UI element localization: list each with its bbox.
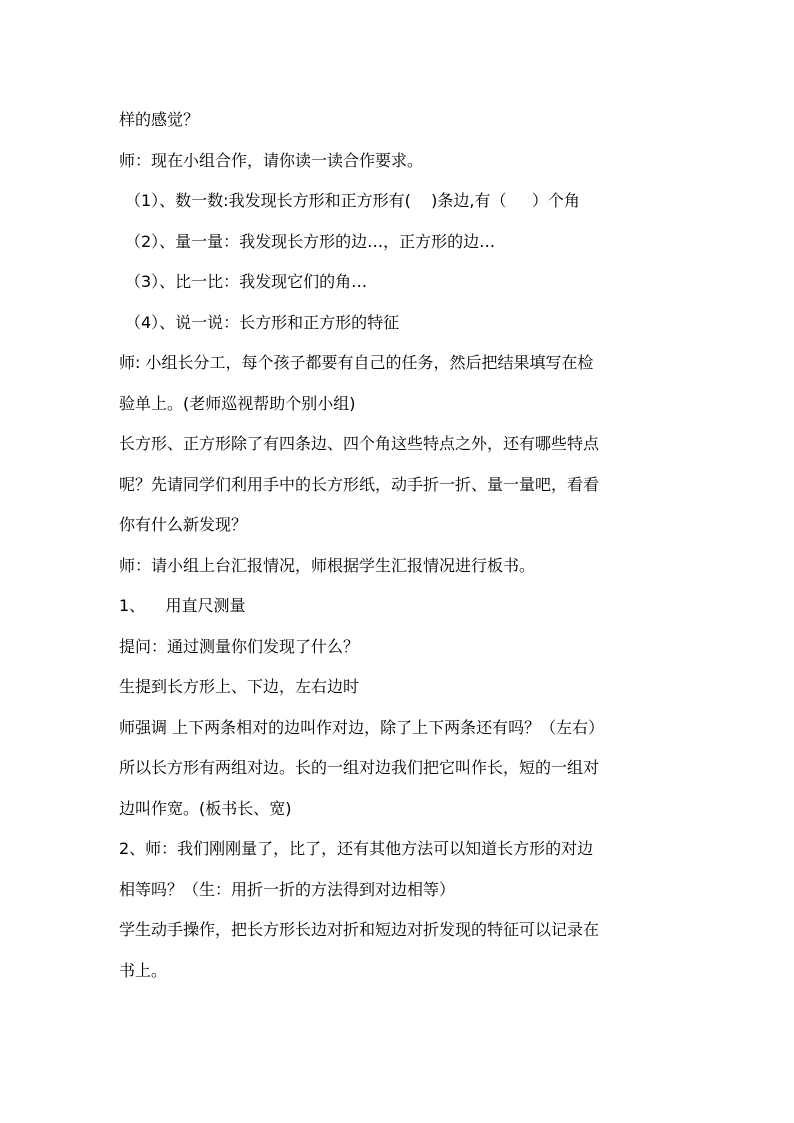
paragraph-line: 2、师：我们刚刚量了，比了，还有其他方法可以知道长方形的对边 [119, 839, 594, 858]
paragraph-line: 边叫作宽。(板书长、宽) [119, 798, 292, 818]
document-body [119, 100, 679, 991]
paragraph-line: 师强调 上下两条相对的边叫作对边，除了上下两条还有吗？（左右） [119, 717, 605, 737]
paragraph-line: 相等吗？（生：用折一折的方法得到对边相等） [119, 879, 456, 899]
paragraph-line: 样的感觉？ [119, 110, 200, 129]
paragraph-line: 提问：通过测量你们发现了什么？ [119, 636, 360, 656]
requirement-item: （1）、数一数:我发现长方形和正方形有( )条边,有（ ）个角 [125, 191, 580, 210]
paragraph-line: 长方形、正方形除了有四条边、四个角这些特点之外，还有哪些特点 [119, 434, 600, 453]
section-heading: 1、 用直尺测量 [119, 596, 246, 615]
paragraph-line: 验单上。(老师巡视帮助个别小组) [119, 393, 356, 413]
requirement-item: （2）、量一量：我发现长方形的边…，正方形的边… [125, 231, 496, 251]
paragraph-line: 师: 小组长分工，每个孩子都要有自己的任务，然后把结果填写在检 [119, 353, 594, 372]
paragraph-line: 所以长方形有两组对边。长的一组对边我们把它叫作长，短的一组对 [119, 758, 600, 777]
paragraph-line: 生提到长方形上、下边，左右边时 [119, 677, 360, 696]
paragraph-line: 书上。 [119, 960, 168, 980]
paragraph-line: 你有什么新发现？ [119, 515, 248, 534]
requirement-item: （4）、说一说：长方形和正方形的特征 [125, 312, 400, 332]
paragraph-line: 学生动手操作，把长方形长边对折和短边对折发现的特征可以记录在 [119, 920, 600, 939]
paragraph-line: 师：现在小组合作，请你读一读合作要求。 [119, 150, 424, 170]
paragraph-line: 呢？先请同学们利用手中的长方形纸，动手折一折、量一量吧，看看 [119, 474, 600, 494]
paragraph-line: 师：请小组上台汇报情况，师根据学生汇报情况进行板书。 [119, 555, 536, 575]
requirement-item: （3）、比一比：我发现它们的角… [125, 272, 368, 291]
